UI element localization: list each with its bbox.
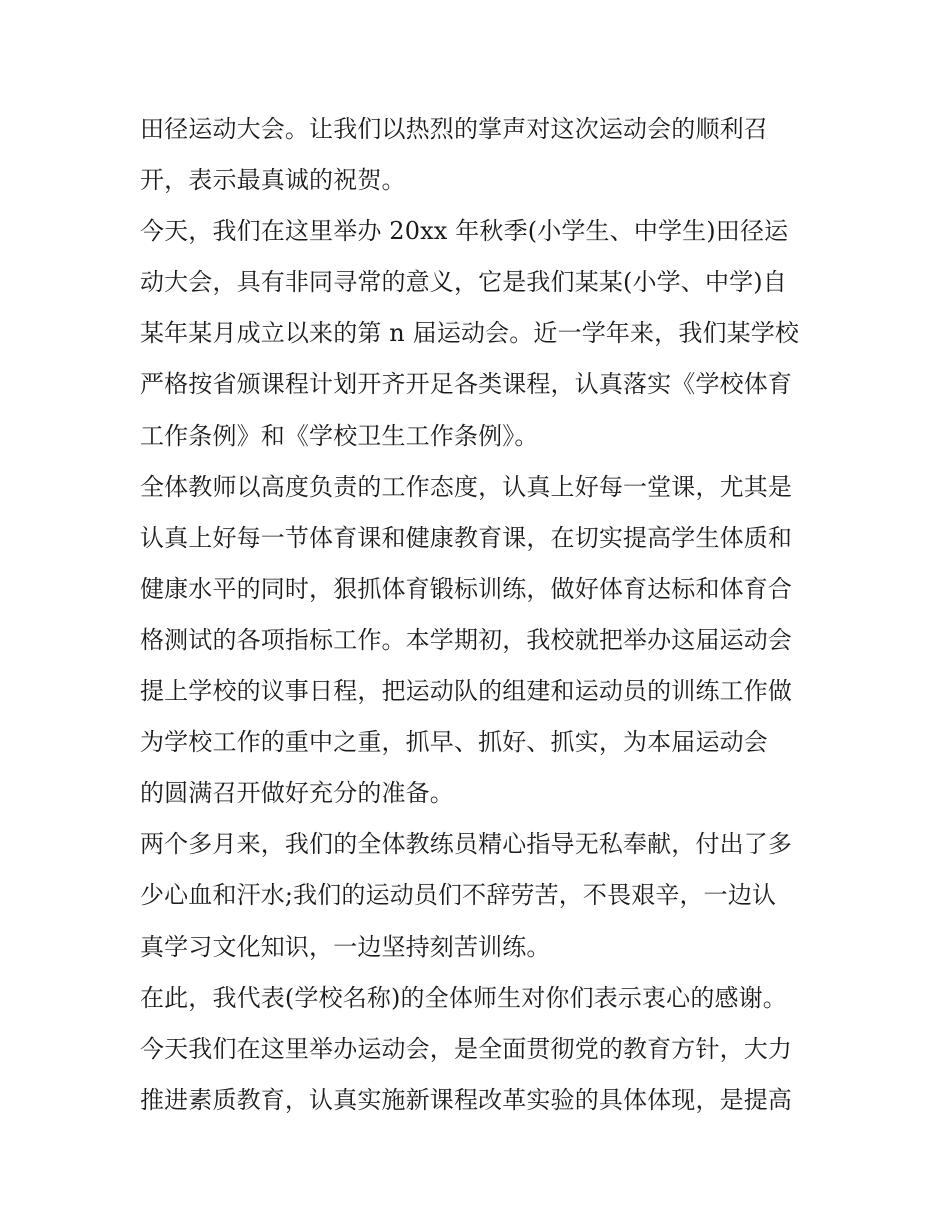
text-line: 在此，我代表(学校名称)的全体师生对你们表示衷心的感谢。 bbox=[140, 983, 787, 1012]
text-line: 今天，我们在这里举办 20xx 年秋季(小学生、中学生)田径运 bbox=[140, 217, 789, 246]
text-line: 开，表示最真诚的祝贺。 bbox=[140, 166, 406, 195]
text-line: 为学校工作的重中之重，抓早、抓好、抓实，为本届运动会 bbox=[140, 728, 768, 757]
text-line: 少心血和汗水;我们的运动员们不辞劳苦，不畏艰辛，一边认 bbox=[140, 881, 777, 910]
text-line: 认真上好每一节体育课和健康教育课，在切实提高学生体质和 bbox=[140, 523, 793, 552]
text-line: 动大会，具有非同寻常的意义，它是我们某某(小学、中学)自 bbox=[140, 268, 787, 297]
text-line: 提上学校的议事日程，把运动队的组建和运动员的训练工作做 bbox=[140, 677, 793, 706]
text-line: 真学习文化知识，一边坚持刻苦训练。 bbox=[140, 932, 551, 961]
text-line: 两个多月来，我们的全体教练员精心指导无私奉献，付出了多 bbox=[140, 830, 793, 859]
text-line: 今天我们在这里举办运动会，是全面贯彻党的教育方针，大力 bbox=[140, 1034, 793, 1063]
text-line: 格测试的各项指标工作。本学期初，我校就把举办这届运动会 bbox=[140, 625, 793, 654]
text-line: 某年某月成立以来的第 n 届运动会。近一学年来，我们某学校 bbox=[140, 319, 800, 348]
text-line: 推进素质教育，认真实施新课程改革实验的具体体现，是提高 bbox=[140, 1085, 793, 1114]
text-line: 全体教师以高度负责的工作态度，认真上好每一堂课，尤其是 bbox=[140, 472, 793, 501]
text-line: 严格按省颁课程计划开齐开足各类课程，认真落实《学校体育 bbox=[140, 370, 793, 399]
text-line: 健康水平的同时，狠抓体育锻标训练，做好体育达标和体育合 bbox=[140, 574, 793, 603]
text-line: 的圆满召开做好充分的准备。 bbox=[140, 779, 454, 808]
text-line: 田径运动大会。让我们以热烈的掌声对这次运动会的顺利召 bbox=[140, 115, 768, 143]
text-line: 工作条例》和《学校卫生工作条例》。 bbox=[140, 421, 539, 450]
document-body bbox=[140, 104, 820, 1126]
